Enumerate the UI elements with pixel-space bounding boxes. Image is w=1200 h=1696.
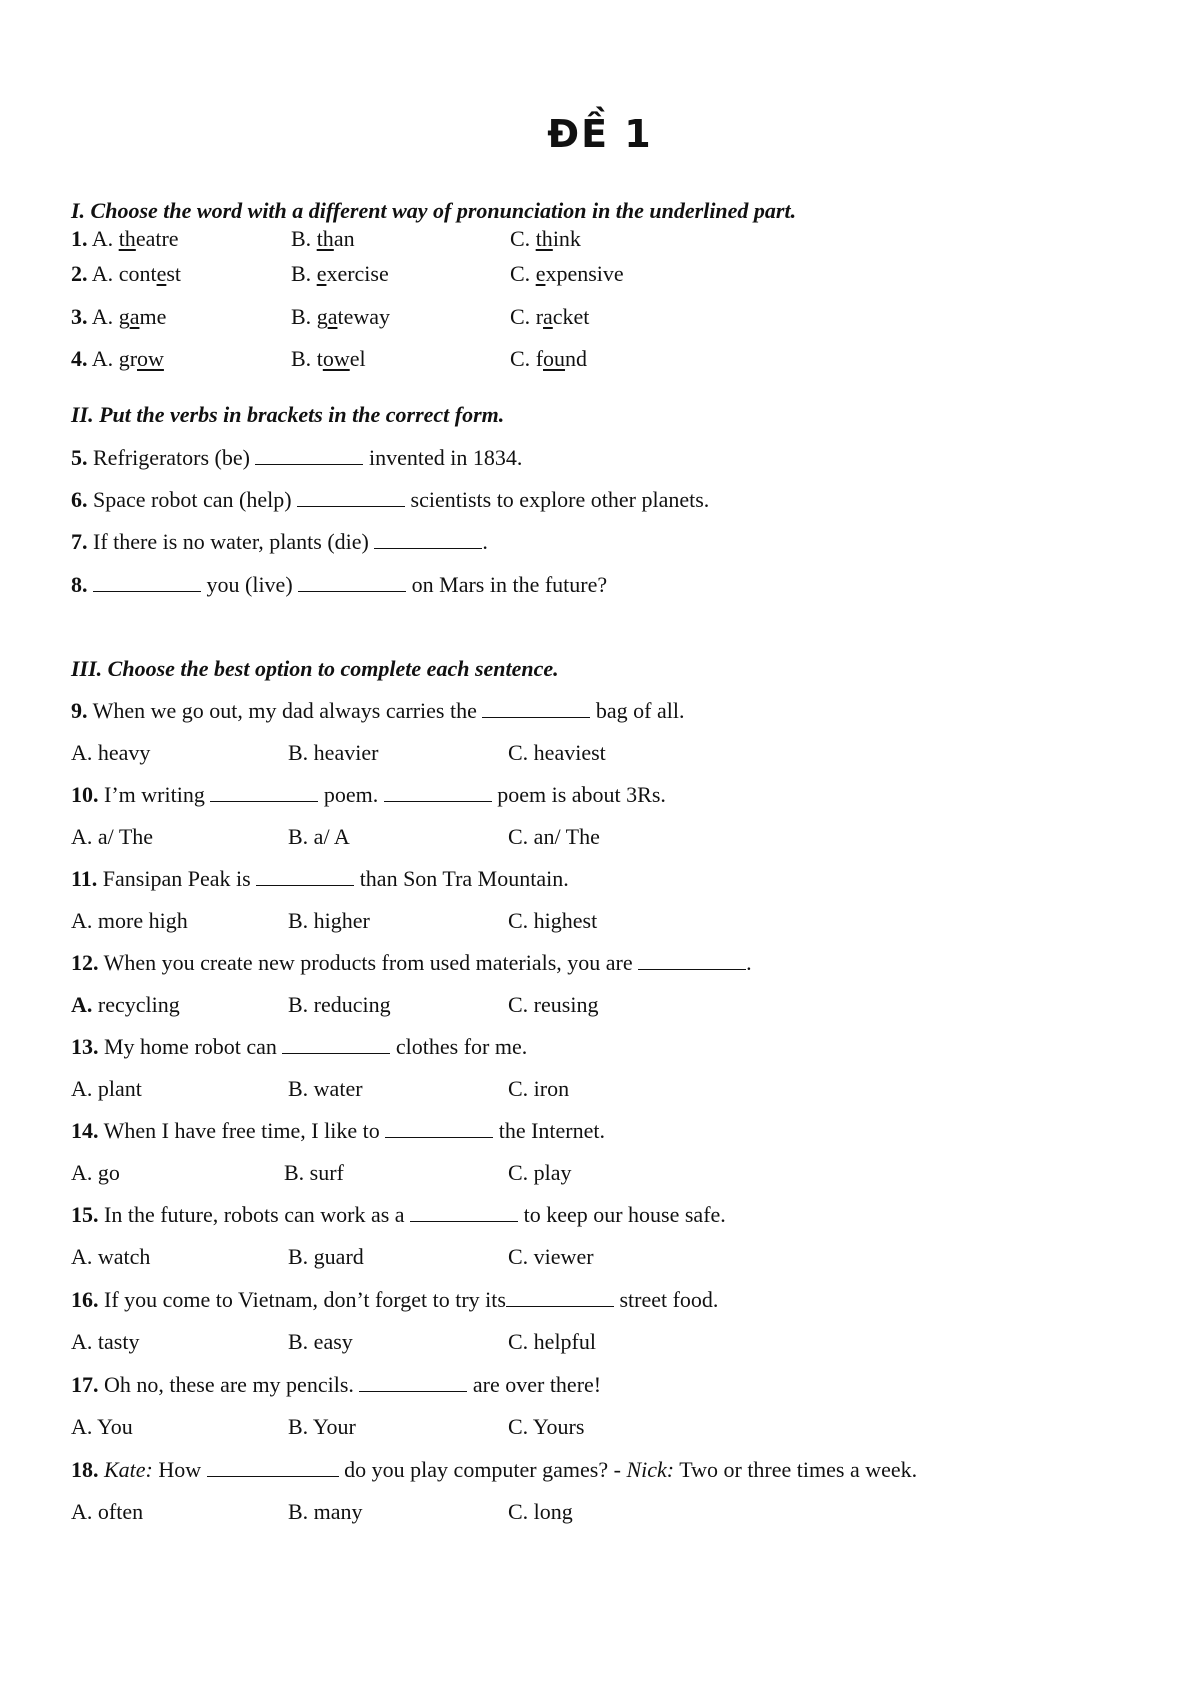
question-number: 4.	[71, 346, 88, 371]
option-text: el	[349, 346, 366, 371]
question-number: 1.	[71, 226, 88, 251]
section-3-heading: III. Choose the best option to complete each sentence.	[71, 656, 559, 681]
option-text: eatre	[135, 226, 179, 251]
answer-blank[interactable]	[256, 867, 354, 886]
question-number: 17.	[71, 1372, 99, 1397]
answer-blank[interactable]	[506, 1288, 614, 1307]
option-b[interactable]: B. higher	[288, 908, 370, 933]
question-12	[71, 950, 752, 976]
option-a[interactable]: A. tasty	[71, 1329, 140, 1354]
underlined-part: a	[543, 304, 553, 329]
option-c[interactable]: C. helpful	[508, 1329, 596, 1354]
answer-blank[interactable]	[482, 699, 590, 718]
question-10	[71, 782, 666, 808]
answer-blank[interactable]	[282, 1035, 390, 1054]
question-9	[71, 698, 684, 724]
option-text: f	[535, 346, 544, 371]
option-b[interactable]: B. easy	[288, 1329, 353, 1354]
option-c[interactable]	[510, 304, 589, 330]
question-text: scientists to explore other planets.	[405, 487, 710, 512]
option-text: t	[316, 346, 323, 371]
question-text: you (live)	[201, 572, 299, 597]
option-b[interactable]: B. heavier	[288, 740, 379, 765]
option-text: recycling	[92, 992, 180, 1017]
question-text: If you come to Vietnam, don’t forget to try its	[98, 1287, 506, 1312]
option-a[interactable]: A. go	[71, 1160, 120, 1185]
option-a[interactable]: A. heavy	[71, 740, 151, 765]
underlined-part: e	[535, 261, 546, 286]
option-a[interactable]: A. more high	[71, 908, 188, 933]
question-number: 8.	[71, 572, 88, 597]
option-text: gr	[118, 346, 138, 371]
option-c[interactable]: C. Yours	[508, 1414, 585, 1439]
question-number: 6.	[71, 487, 88, 512]
option-text: C.	[510, 304, 536, 329]
answer-blank[interactable]	[255, 446, 363, 465]
question-7	[71, 529, 488, 555]
question-text: invented in 1834.	[363, 445, 523, 470]
option-b[interactable]	[291, 346, 366, 372]
question-text: When you create new products from used materials, you are	[98, 950, 639, 975]
option-letter: A.	[71, 992, 93, 1017]
question-number: 11.	[71, 866, 98, 891]
question-text: bag of all.	[590, 698, 685, 723]
question-text: Space robot can (help)	[87, 487, 298, 512]
answer-blank[interactable]	[385, 1119, 493, 1138]
option-a[interactable]: A. You	[71, 1414, 133, 1439]
option-text: teway	[337, 304, 390, 329]
question-text: to keep our house safe.	[518, 1202, 726, 1227]
option-text: r	[535, 304, 544, 329]
question-text: In the future, robots can work as a	[98, 1202, 411, 1227]
question-text: street food.	[613, 1287, 719, 1312]
question-text: the Internet.	[493, 1118, 605, 1143]
section-1-heading: I. Choose the word with a different way of pronunciation in the underlined part.	[71, 198, 797, 223]
question-text: I’m writing	[98, 782, 211, 807]
question-number: 12.	[71, 950, 99, 975]
answer-blank[interactable]	[298, 573, 406, 592]
option-text: C.	[510, 226, 536, 251]
question-number: 9.	[71, 698, 88, 723]
question-6	[71, 487, 709, 513]
option-a[interactable]: A. watch	[71, 1244, 151, 1269]
question-number: 16.	[71, 1287, 99, 1312]
question-text: My home robot can	[98, 1034, 283, 1059]
answer-blank[interactable]	[410, 1203, 518, 1222]
option-b[interactable]: B. water	[288, 1076, 363, 1101]
answer-blank[interactable]	[359, 1373, 467, 1392]
underlined-part: th	[535, 226, 553, 251]
option-text: B.	[291, 346, 317, 371]
question-text: than Son Tra Mountain.	[354, 866, 569, 891]
option-text: g	[118, 304, 130, 329]
option-text: g	[316, 304, 328, 329]
question-text: .	[482, 529, 488, 554]
option-b[interactable]	[291, 304, 390, 330]
question-number: 2.	[71, 261, 88, 286]
option-c[interactable]: C. long	[508, 1499, 573, 1524]
question-text: Refrigerators (be)	[87, 445, 256, 470]
option-c[interactable]: C. viewer	[508, 1244, 594, 1269]
option-text: C.	[510, 346, 536, 371]
option-text: A.	[91, 304, 119, 329]
section-2-heading: II. Put the verbs in brackets in the correct form.	[71, 402, 505, 427]
option-text: cket	[552, 304, 590, 329]
option-text: B.	[291, 261, 317, 286]
option-text: A.	[91, 226, 119, 251]
question-5	[71, 445, 522, 471]
option-c[interactable]: C. iron	[508, 1076, 570, 1101]
option-b[interactable]: B. Your	[288, 1414, 356, 1439]
question-text: are over there!	[467, 1372, 602, 1397]
question-14	[71, 1118, 605, 1144]
option-c[interactable]: C. reusing	[508, 992, 599, 1017]
option-b[interactable]: B. surf	[284, 1160, 344, 1185]
option-a[interactable]: A. plant	[71, 1076, 142, 1101]
answer-blank[interactable]	[207, 1458, 339, 1477]
question-15	[71, 1202, 726, 1228]
option-text: C.	[510, 261, 536, 286]
option-a[interactable]: A. a/ The	[71, 824, 154, 849]
option-c[interactable]	[510, 226, 581, 252]
option-c[interactable]	[510, 346, 587, 372]
option-c[interactable]: C. heaviest	[508, 740, 606, 765]
answer-blank[interactable]	[384, 783, 492, 802]
underlined-part: e	[156, 261, 167, 286]
option-text: me	[139, 304, 167, 329]
question-number: 10.	[71, 782, 99, 807]
question-17	[71, 1372, 601, 1398]
option-c[interactable]	[510, 261, 624, 287]
question-text: How	[152, 1457, 207, 1482]
underlined-part: ou	[543, 346, 566, 371]
underlined-part: ow	[137, 346, 164, 371]
option-b[interactable]: B. guard	[288, 1244, 364, 1269]
option-text: an	[333, 226, 355, 251]
underlined-part: th	[118, 226, 136, 251]
option-b[interactable]	[291, 261, 389, 287]
question-8	[71, 572, 607, 598]
question-text: Oh no, these are my pencils.	[98, 1372, 360, 1397]
speaker-name: Nick:	[626, 1457, 675, 1482]
question-text: poem is about 3Rs.	[491, 782, 666, 807]
option-c[interactable]: C. play	[508, 1160, 572, 1185]
option-text: B.	[291, 226, 317, 251]
underlined-part: e	[316, 261, 327, 286]
question-text: do you play computer games? -	[338, 1457, 627, 1482]
question-text: on Mars in the future?	[406, 572, 608, 597]
question-text: clothes for me.	[390, 1034, 528, 1059]
question-number: 7.	[71, 529, 88, 554]
answer-blank[interactable]	[210, 783, 318, 802]
option-a[interactable]	[71, 304, 166, 330]
underlined-part: th	[316, 226, 334, 251]
option-text: B.	[291, 304, 317, 329]
underlined-part: ow	[322, 346, 350, 371]
question-11	[71, 866, 569, 892]
underlined-part: a	[129, 304, 140, 329]
question-number: 3.	[71, 304, 88, 329]
option-c[interactable]: C. highest	[508, 908, 598, 933]
option-text: cont	[118, 261, 157, 286]
question-text: If there is no water, plants (die)	[87, 529, 375, 554]
question-18	[71, 1457, 917, 1483]
option-a[interactable]	[71, 226, 179, 252]
page-title: ĐỀ 1	[547, 112, 653, 156]
question-13	[71, 1034, 527, 1060]
option-text: xpensive	[545, 261, 624, 286]
question-number: 15.	[71, 1202, 99, 1227]
question-16	[71, 1287, 718, 1313]
question-number: 18.	[71, 1457, 99, 1482]
question-text: Two or three times a week.	[674, 1457, 918, 1482]
option-b[interactable]: B. many	[288, 1499, 363, 1524]
option-text: xercise	[326, 261, 389, 286]
answer-blank[interactable]	[93, 573, 201, 592]
option-text: ink	[552, 226, 581, 251]
option-a[interactable]	[71, 346, 164, 372]
option-text: nd	[565, 346, 588, 371]
answer-blank[interactable]	[374, 530, 482, 549]
option-a[interactable]: A. often	[71, 1499, 144, 1524]
option-a[interactable]	[71, 992, 180, 1018]
option-a[interactable]	[71, 261, 181, 287]
option-b[interactable]	[291, 226, 355, 252]
option-b[interactable]: B. reducing	[288, 992, 391, 1017]
option-c[interactable]: C. an/ The	[508, 824, 600, 849]
option-text: A.	[91, 261, 119, 286]
question-text: When I have free time, I like to	[98, 1118, 386, 1143]
question-text: Fansipan Peak is	[97, 866, 257, 891]
question-number: 13.	[71, 1034, 99, 1059]
speaker-name: Kate:	[104, 1457, 153, 1482]
question-number: 14.	[71, 1118, 99, 1143]
question-text: poem.	[318, 782, 384, 807]
option-text: st	[166, 261, 182, 286]
question-text: .	[746, 950, 752, 975]
question-text: When we go out, my dad always carries the	[87, 698, 483, 723]
question-number: 5.	[71, 445, 88, 470]
underlined-part: a	[327, 304, 338, 329]
answer-blank[interactable]	[638, 951, 746, 970]
answer-blank[interactable]	[297, 488, 405, 507]
option-b[interactable]: B. a/ A	[288, 824, 350, 849]
option-text: A.	[91, 346, 119, 371]
